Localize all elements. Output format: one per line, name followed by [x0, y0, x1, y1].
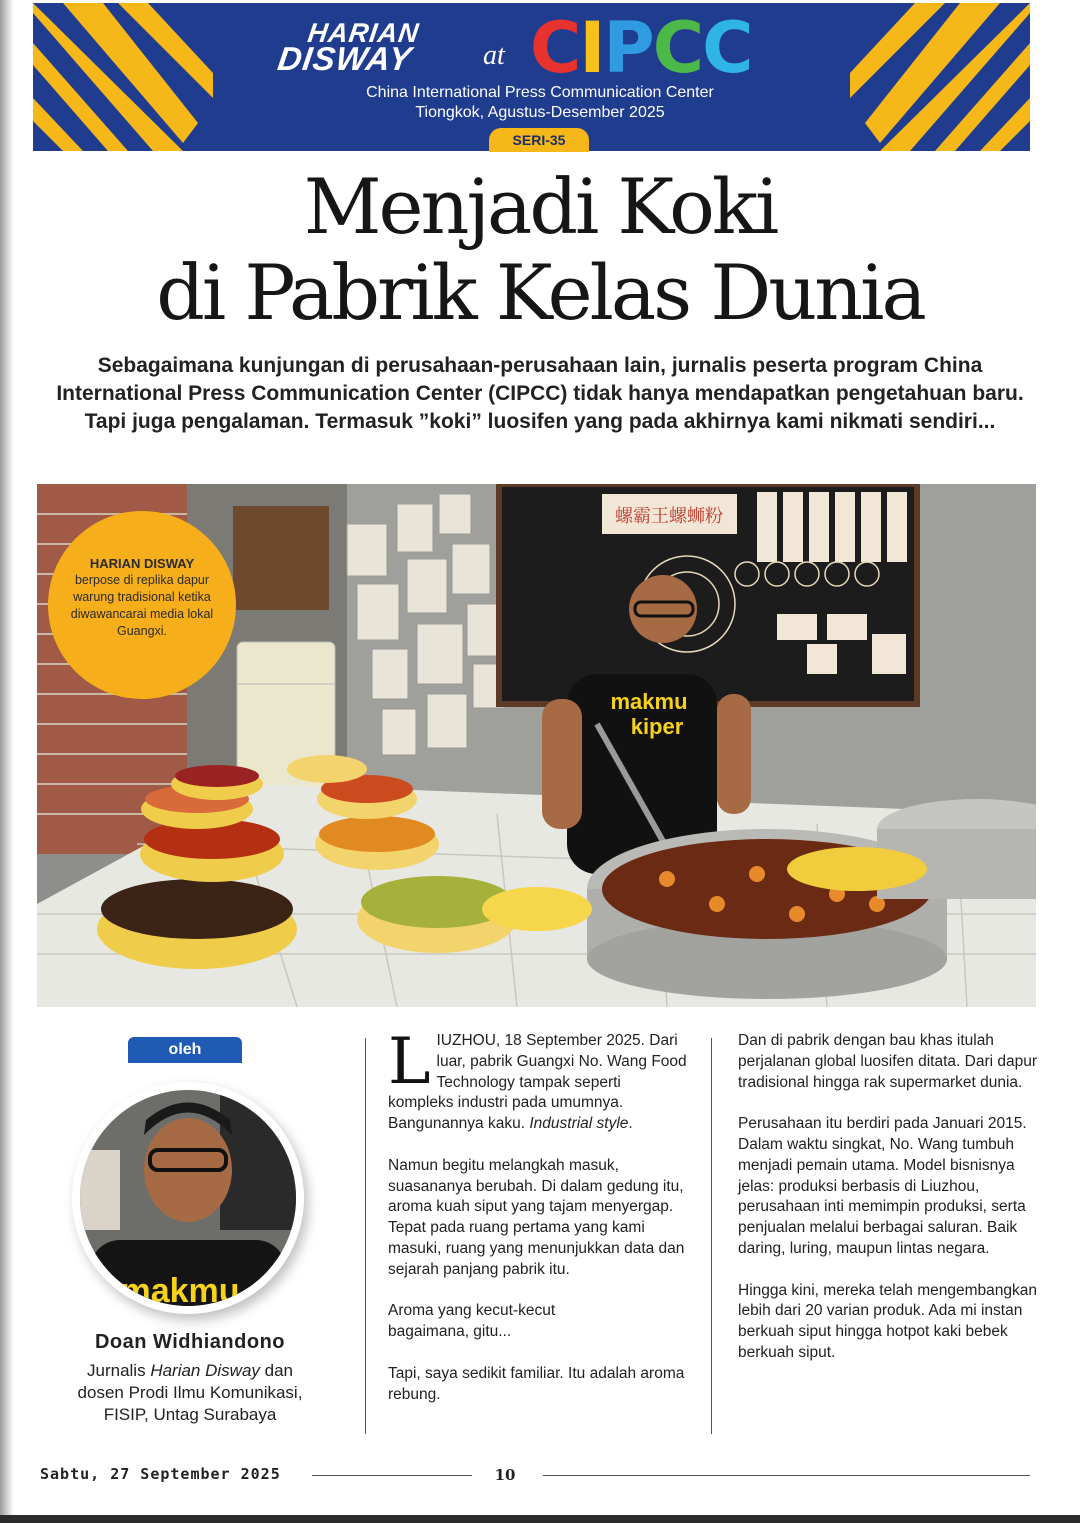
author-bio: [40, 1360, 340, 1426]
bio-text: dan: [259, 1361, 293, 1380]
paragraph-text: IUZHOU, 18 September 2025. Dari luar, pabrik Guangxi No. Wang Food Technology tampak seperti kompleks industri pada umumnya. Bangunannya kaku.: [388, 1032, 687, 1133]
article-paragraph: [388, 1025, 688, 1135]
issue-date: Sabtu, 27 September 2025: [40, 1465, 281, 1483]
logo-at: at: [483, 40, 505, 71]
article-column-2: [738, 1031, 1038, 1385]
bio-text: FISIP, Untag Surabaya: [103, 1405, 277, 1424]
article-paragraph: Tapi, saya sedikit familiar. Itu adalah aroma rebung.: [388, 1364, 685, 1403]
logo-line-disway: DISWAY: [275, 40, 415, 77]
cipcc-letter: I: [579, 7, 604, 89]
series-tab: SERI-35: [489, 128, 589, 152]
article-paragraph: Hingga kini, mereka telah mengembangkan lebih dari 20 varian produk. Ada mi instan berkuah siput hingga hotpot kaki bebek berkuah siput.: [738, 1281, 1037, 1361]
svg-text:螺霸王螺蛳粉: 螺霸王螺蛳粉: [615, 506, 723, 527]
author-name: Doan Widhiandono: [94, 1331, 285, 1353]
location-dates: Tiongkok, Agustus-Desember 2025: [415, 104, 665, 121]
paragraph-emphasis: Industrial style: [529, 1115, 629, 1133]
cipcc-letter: P: [603, 7, 653, 89]
caption-title: HARIAN DISWAY: [89, 556, 195, 571]
shirt-print: kiper: [630, 714, 684, 739]
headline: [0, 164, 1080, 336]
bio-text: dosen Prodi Ilmu Komunikasi,: [77, 1383, 303, 1402]
article-paragraph: Dan di pabrik dengan bau khas itulah perjalanan global luosifen ditata. Dari dapur tradisional hingga rak supermarket dunia.: [738, 1032, 1038, 1091]
lede-paragraph: Sebagaimana kunjungan di perusahaan-perusahaan lain, jurnalis peserta program China International Press Communication Center (CIPCC) tidak hanya mendapatkan pengetahuan baru. Tapi juga pengalaman. Termasuk ”koki” luosifen yang pada akhirnya kami nikmati sendiri...: [56, 354, 1024, 433]
right-sunburst-rays: [850, 3, 1030, 151]
byline-label: oleh: [128, 1037, 242, 1063]
caption-text: berpose di replika dapur warung tradisional ketika diwawancarai media lokal Guangxi.: [70, 573, 214, 638]
cipcc-letter: C: [530, 7, 580, 89]
drop-cap: L: [388, 1025, 431, 1099]
left-sunburst-rays: [33, 3, 213, 151]
page-number: 10: [494, 1466, 516, 1484]
column-divider: [365, 1038, 366, 1434]
shirt-print: makmu: [120, 1272, 240, 1306]
shirt-print: makmu: [610, 689, 688, 714]
bio-publication: Harian Disway: [150, 1361, 260, 1380]
headline-line-1: Menjadi Koki: [303, 162, 777, 251]
headline-line-2: di Pabrik Kelas Dunia: [156, 248, 924, 337]
article-column-1: [388, 1025, 688, 1426]
footer-rule-right: [543, 1475, 1030, 1476]
article-paragraph: Namun begitu melangkah masuk, suasananya berubah. Di dalam gedung itu, aroma kuah siput yang tajam menyergap. Tepat pada ruang pertama yang kami masuki, ruang yang menunjukkan data dan sejarah panjang pabrik itu.: [388, 1156, 685, 1278]
page-bottom-edge: [0, 1515, 1080, 1523]
cipcc-letter: C: [702, 7, 752, 89]
author-avatar: [80, 1090, 296, 1306]
footer-rule-left: [312, 1475, 472, 1476]
harian-disway-logo: [275, 18, 478, 77]
column-divider: [711, 1038, 712, 1434]
cipcc-letter: C: [652, 7, 703, 89]
bio-text: Jurnalis: [87, 1361, 151, 1380]
article-paragraph: Perusahaan itu berdiri pada Januari 2015. Dalam waktu singkat, No. Wang tumbuh menjadi pemain utama. Model bisnisnya jelas: produksi berbasis di Liuzhou, perusahaan inti memimpin produksi, serta penjualan melalui berbagai saluran. Baik daring, luring, maupun lintas negara.: [738, 1115, 1027, 1257]
logo-line-harian: HARIAN: [305, 18, 422, 48]
center-name: China International Press Communication Center: [366, 84, 714, 101]
author-portrait: [80, 1090, 296, 1306]
article-paragraph: Aroma yang kecut-kecut bagaimana, gitu...: [388, 1302, 556, 1341]
cipcc-logo: [530, 8, 751, 88]
photo-caption-badge: [48, 511, 236, 699]
paragraph-text: .: [628, 1115, 633, 1133]
